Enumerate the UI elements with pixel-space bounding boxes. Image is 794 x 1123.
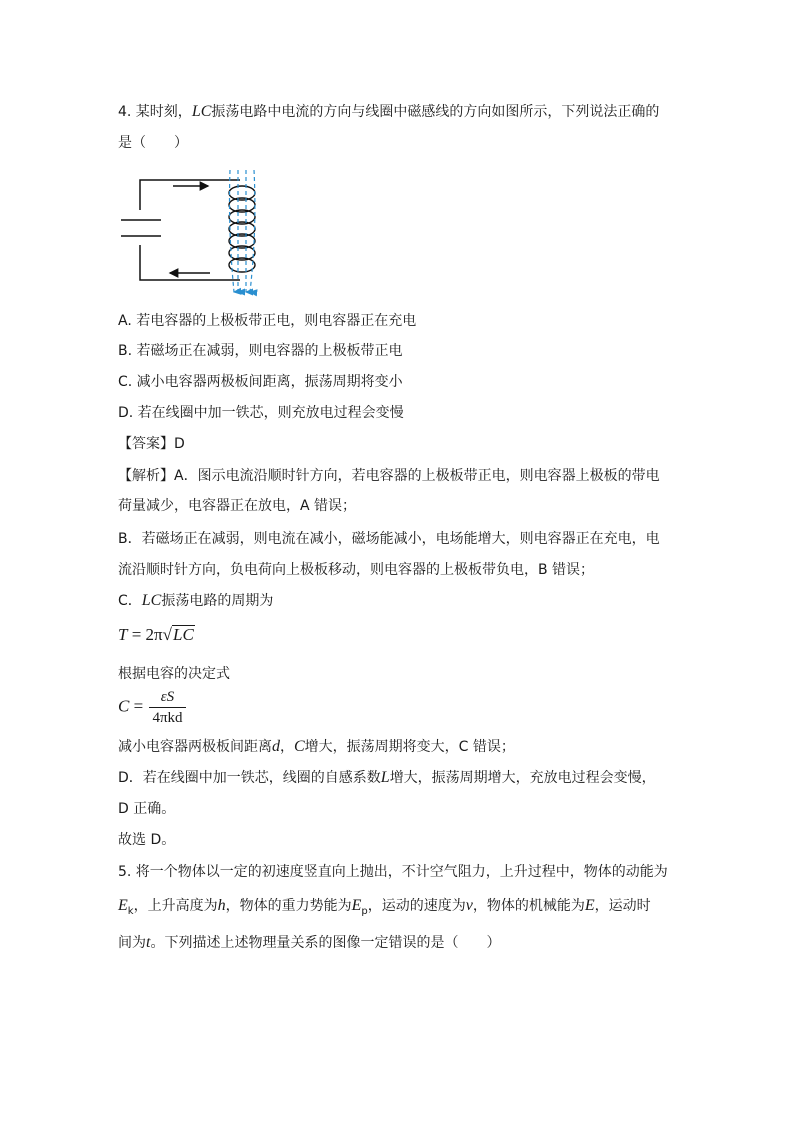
lc-circuit-diagram xyxy=(118,170,278,298)
analysis-line-2: 荷量减少，电容器正在放电，A 错误； xyxy=(118,498,357,514)
q5-stem-line2: $E_k$，上升高度为h，物体的重力势能为$E_p$，运动的速度为v，物体的机械能为E，运动时 xyxy=(118,897,651,917)
analysis-line-7: 减小电容器两极板间距离d，C增大，振荡周期将变大，C 错误； xyxy=(118,738,515,755)
period-formula: T = 2π√LC xyxy=(118,625,194,644)
capacitor-icon xyxy=(121,220,161,236)
q5-stem-line1: 5. 将一个物体以一定的初速度竖直向上抛出，不计空气阻力，上升过程中，物体的动能为 xyxy=(118,864,668,880)
lc-symbol: LC xyxy=(191,103,212,120)
q4-stem-line2: 是（ ） xyxy=(118,135,188,151)
answer-line: 【答案】D xyxy=(118,436,185,452)
circuit-wires xyxy=(140,180,240,280)
analysis-line-6: 根据电容的决定式 xyxy=(118,666,230,682)
analysis-line-1: 【解析】A．图示电流沿顺时针方向，若电容器的上极板带正电，则电容器上极板的带电 xyxy=(118,468,660,484)
option-a: A. 若电容器的上极板带正电，则电容器正在充电 xyxy=(118,313,417,329)
q4-stem-line1: 4. 某时刻，LC振荡电路中电流的方向与线圈中磁感线的方向如图所示，下列说法正确的 xyxy=(118,103,660,120)
q5-stem-line3: 间为t。下列描述上述物理量关系的图像一定错误的是（ ） xyxy=(118,934,501,951)
analysis-line-4: 流沿顺时针方向，负电荷向上极板移动，则电容器的上极板带负电，B 错误； xyxy=(118,562,595,578)
option-d: D. 若在线圈中加一铁芯，则充放电过程会变慢 xyxy=(118,405,404,421)
analysis-line-3: B．若磁场正在减弱，则电流在减小，磁场能减小，电场能增大，则电容器正在充电，电 xyxy=(118,531,660,547)
analysis-line-5: C．LC振荡电路的周期为 xyxy=(118,592,274,609)
inductor-coil-icon xyxy=(229,186,255,272)
analysis-line-9: D 正确。 xyxy=(118,801,176,817)
option-b: B. 若磁场正在减弱，则电容器的上极板带正电 xyxy=(118,343,403,359)
analysis-line-8: D．若在线圈中加一铁芯，线圈的自感系数L增大，振荡周期增大，充放电过程会变慢， xyxy=(118,769,656,786)
conclusion-line: 故选 D。 xyxy=(118,832,176,848)
capacitance-formula: C = $\frac{\varepsilon S}{\text{4πkd}}$ xyxy=(118,688,186,727)
option-c: C. 减小电容器两极板间距离，振荡周期将变小 xyxy=(118,374,403,390)
